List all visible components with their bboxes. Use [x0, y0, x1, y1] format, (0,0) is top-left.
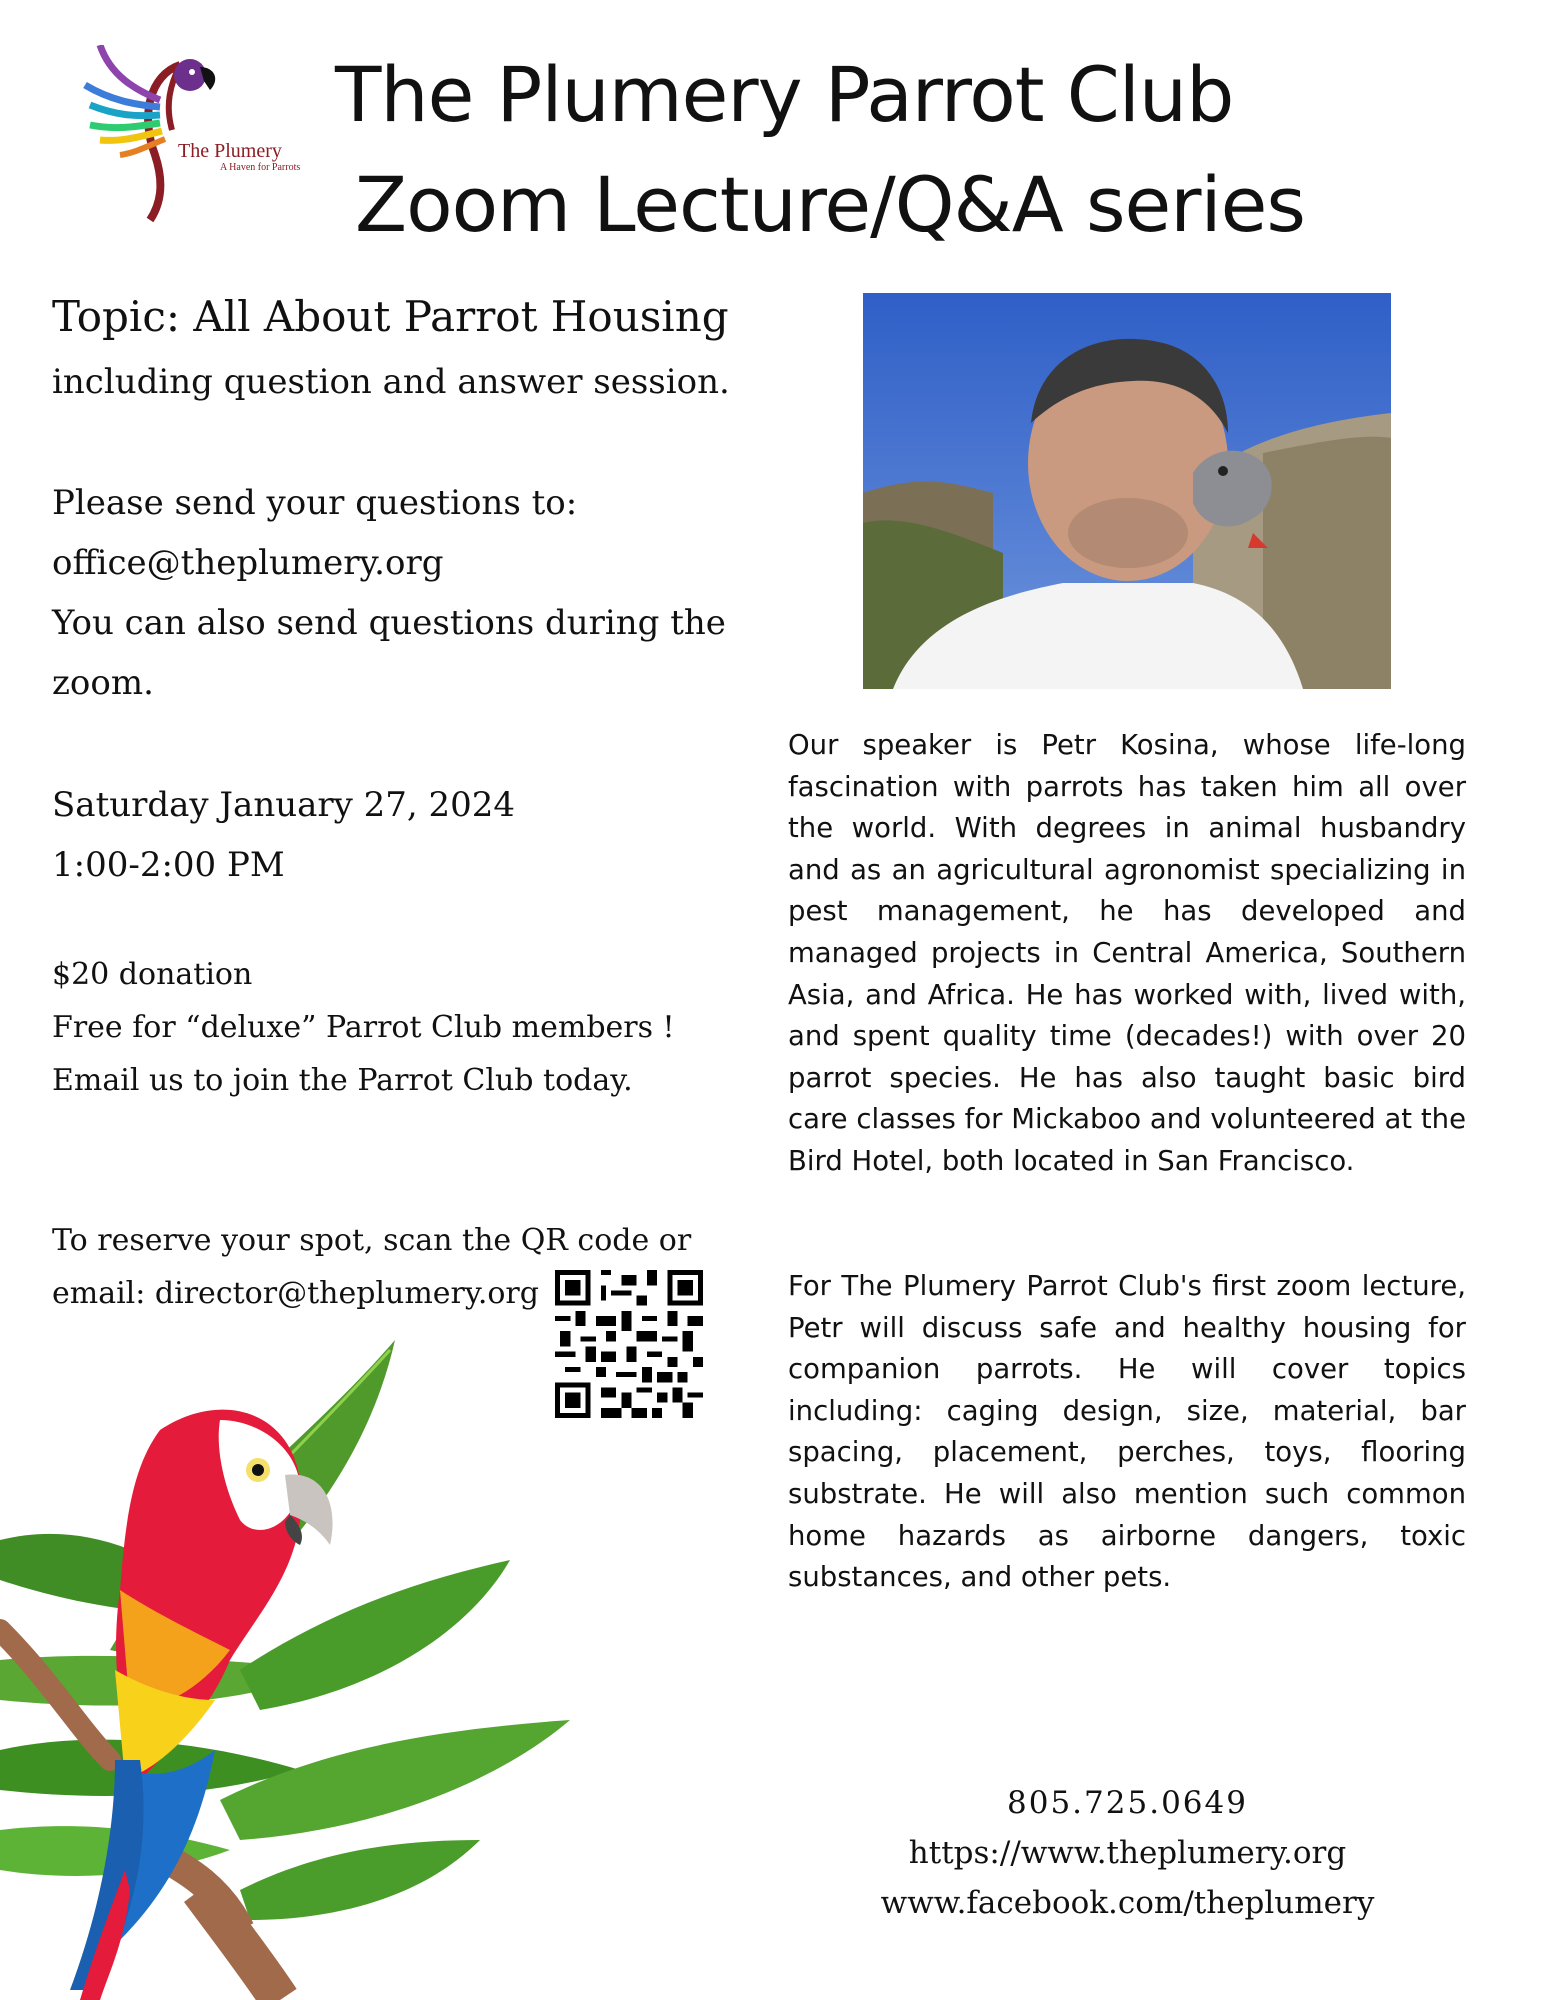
questions-email-link[interactable]: office@theplumery.org [52, 543, 444, 583]
speaker-photo [863, 293, 1391, 689]
event-topic-sub: including question and answer session. [52, 362, 730, 402]
join-note: Email us to join the Parrot Club today. [52, 1063, 633, 1098]
member-note: Free for “deluxe” Parrot Club members ! [52, 1010, 675, 1045]
logo-parrot-icon [85, 45, 215, 220]
event-time: 1:00-2:00 PM [52, 845, 285, 885]
contact-facebook-link[interactable]: www.facebook.com/theplumery [880, 1885, 1375, 1921]
questions-text: Please send your questions to: [52, 483, 578, 523]
questions-note-end: zoom. [52, 663, 154, 703]
plumery-logo [80, 45, 320, 225]
leaves-icon [0, 1340, 570, 1920]
event-topic: Topic: All About Parrot Housing [52, 292, 729, 341]
contact-phone[interactable]: 805.725.0649 [1007, 1785, 1248, 1821]
questions-note: You can also send questions during the [52, 603, 726, 643]
speaker-bio: Our speaker is Petr Kosina, whose life-long fascination with parrots has taken him all over the world. With degrees in animal husbandry and as an agricultural agronomist specializing in pest management, he has developed and managed projects in Central America, Southern Asia, and Africa. He has worked with, lived with, and spent quality time (decades!) with over 20 parrot species. He has also taught basic bird care classes for Mickaboo and volunteered at the Bird Hotel, both located in San Francisco. [788, 729, 1466, 1177]
logo-tagline: A Haven for Parrots [220, 162, 301, 173]
donation-text: $20 donation [52, 957, 253, 992]
reserve-text: To reserve your spot, scan the QR code or [52, 1223, 692, 1258]
page-title: The Plumery Parrot Club [335, 50, 1234, 139]
page-subtitle: Zoom Lecture/Q&A series [355, 160, 1306, 249]
reserve-email-link[interactable]: email: director@theplumery.org [52, 1276, 539, 1311]
logo-name: The Plumery [178, 140, 282, 162]
lecture-description: For The Plumery Parrot Club's first zoom lecture, Petr will discuss safe and healthy housing for companion parrots. He will cover topics including: caging design, size, material, bar spacing, placement, perches, toys, flooring substrate. He will also mention such common home hazards as airborne dangers, toxic substances, and other pets. [788, 1270, 1466, 1594]
event-date: Saturday January 27, 2024 [52, 785, 516, 825]
contact-website-link[interactable]: https://www.theplumery.org [908, 1835, 1347, 1871]
macaw-illustration [0, 1330, 600, 2000]
